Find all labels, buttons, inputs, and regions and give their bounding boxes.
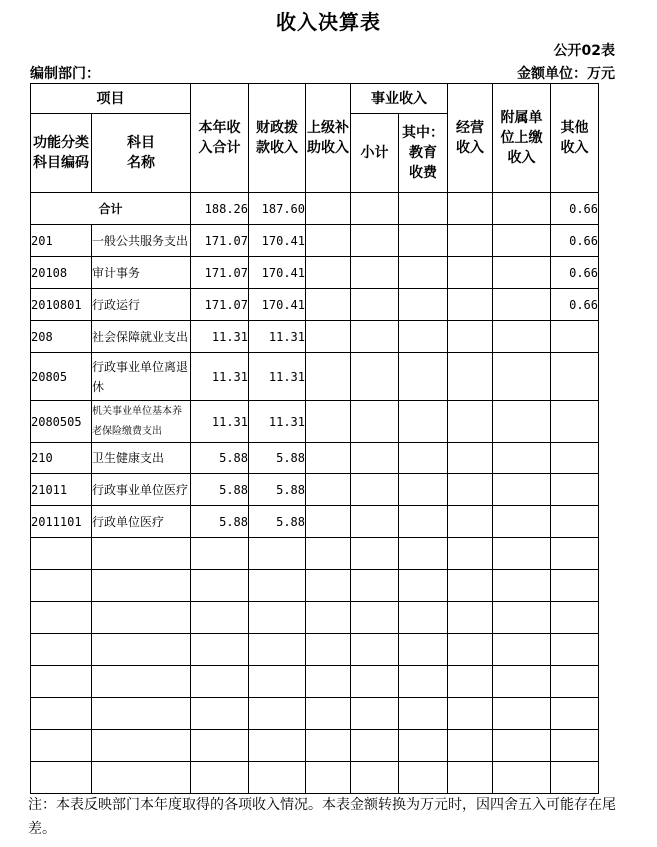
total-income-value: 5.88 [191,474,249,506]
footnote: 注：本表反映部门本年度取得的各项收入情况。本表金额转换为万元时，因四舍五入可能存在尾差。 [28,797,616,837]
total-row [31,193,599,225]
edu-fee-value [399,506,448,538]
total-label: 合计 [31,193,191,225]
subject-name: 行政事业单位离退休 [92,353,191,401]
subtotal-value [351,225,399,257]
edu-fee-value [399,443,448,474]
empty-cell [493,698,551,730]
header-func-code: 功能分类 科目编码 [31,114,92,193]
affiliated-value [493,225,551,257]
fiscal-value: 11.31 [249,353,306,401]
empty-cell [306,762,351,794]
empty-cell [448,634,493,666]
table-row [31,321,599,353]
subject-name: 行政单位医疗 [92,506,191,538]
edu-fee-value [399,289,448,321]
subject-code: 2011101 [31,506,92,538]
empty-row [31,698,599,730]
empty-cell [31,666,92,698]
other-income-value [551,321,599,353]
header-fiscal: 财政拨 款收入 [249,84,306,193]
empty-cell [351,698,399,730]
operating-value [448,289,493,321]
other-income-value [551,443,599,474]
empty-cell [306,698,351,730]
subject-code: 2010801 [31,289,92,321]
other-income-value: 0.66 [551,289,599,321]
edu-fee-value [399,225,448,257]
total-income-value: 11.31 [191,353,249,401]
fiscal-value: 5.88 [249,474,306,506]
empty-cell [351,666,399,698]
empty-row [31,634,599,666]
edu-fee-value [399,474,448,506]
superior-subsidy-value [306,506,351,538]
operating-value [448,321,493,353]
empty-cell [191,762,249,794]
empty-row [31,538,599,570]
subtotal-value [351,193,399,225]
form-number: 公开02表 [553,43,615,59]
table-row [31,474,599,506]
empty-cell [92,634,191,666]
empty-cell [31,634,92,666]
empty-cell [191,602,249,634]
fiscal-value: 5.88 [249,443,306,474]
affiliated-value [493,321,551,353]
table-row [31,506,599,538]
header-total-income: 本年收 入合计 [191,84,249,193]
empty-cell [399,762,448,794]
empty-cell [92,762,191,794]
empty-cell [351,634,399,666]
operating-value [448,506,493,538]
empty-cell [92,730,191,762]
fiscal-value: 5.88 [249,506,306,538]
fiscal-value: 187.60 [249,193,306,225]
empty-cell [306,730,351,762]
superior-subsidy-value [306,193,351,225]
table-row [31,257,599,289]
subject-name: 一般公共服务支出 [92,225,191,257]
empty-row [31,602,599,634]
superior-subsidy-value [306,257,351,289]
header-subject-name: 科目 名称 [92,114,191,193]
total-income-value: 188.26 [191,193,249,225]
empty-cell [399,602,448,634]
table-row [31,401,599,443]
fiscal-value: 11.31 [249,401,306,443]
subtotal-value [351,443,399,474]
empty-cell [31,602,92,634]
empty-cell [551,698,599,730]
empty-cell [399,570,448,602]
empty-cell [351,762,399,794]
affiliated-value [493,353,551,401]
subject-code: 20805 [31,353,92,401]
other-income-value: 0.66 [551,257,599,289]
affiliated-value [493,474,551,506]
header-edu-fee: 其中： 教育 收费 [399,114,448,193]
empty-cell [31,570,92,602]
subject-code: 2080505 [31,401,92,443]
operating-value [448,353,493,401]
empty-cell [493,570,551,602]
subtotal-value [351,321,399,353]
header-superior-subsidy: 上级补 助收入 [306,84,351,193]
empty-cell [306,666,351,698]
total-income-value: 11.31 [191,401,249,443]
total-income-value: 171.07 [191,289,249,321]
empty-cell [92,538,191,570]
other-income-value: 0.66 [551,225,599,257]
empty-cell [31,538,92,570]
empty-cell [448,762,493,794]
empty-cell [249,666,306,698]
total-income-value: 5.88 [191,506,249,538]
fiscal-value: 11.31 [249,321,306,353]
empty-cell [306,602,351,634]
empty-cell [191,666,249,698]
empty-cell [306,570,351,602]
empty-row [31,762,599,794]
empty-cell [399,730,448,762]
edu-fee-value [399,321,448,353]
empty-cell [448,570,493,602]
empty-cell [92,570,191,602]
header-affiliated: 附属单 位上缴 收入 [493,84,551,193]
edu-fee-value [399,257,448,289]
superior-subsidy-value [306,443,351,474]
empty-cell [351,730,399,762]
subject-name: 社会保障就业支出 [92,321,191,353]
operating-value [448,225,493,257]
empty-cell [493,602,551,634]
operating-value [448,257,493,289]
superior-subsidy-value [306,225,351,257]
empty-cell [191,634,249,666]
subject-code: 21011 [31,474,92,506]
empty-cell [448,698,493,730]
subject-code: 210 [31,443,92,474]
empty-cell [249,570,306,602]
affiliated-value [493,443,551,474]
empty-cell [448,730,493,762]
affiliated-value [493,506,551,538]
empty-cell [351,602,399,634]
empty-row [31,570,599,602]
empty-row [31,666,599,698]
empty-cell [493,538,551,570]
header-other: 其他 收入 [551,84,599,193]
empty-cell [249,698,306,730]
subject-code: 208 [31,321,92,353]
empty-cell [551,666,599,698]
subtotal-value [351,506,399,538]
operating-value [448,193,493,225]
subject-name: 卫生健康支出 [92,443,191,474]
empty-cell [191,538,249,570]
superior-subsidy-value [306,289,351,321]
subtotal-value [351,474,399,506]
total-income-value: 171.07 [191,257,249,289]
superior-subsidy-value [306,401,351,443]
operating-value [448,474,493,506]
empty-cell [399,538,448,570]
subtotal-value [351,401,399,443]
page-title: 收入决算表 [276,10,381,34]
empty-cell [249,634,306,666]
empty-cell [249,730,306,762]
other-income-value [551,401,599,443]
empty-cell [399,666,448,698]
empty-cell [448,666,493,698]
superior-subsidy-value [306,321,351,353]
table-row [31,353,599,401]
table-row [31,225,599,257]
header-row-top [31,84,599,114]
other-income-value [551,506,599,538]
empty-cell [399,698,448,730]
empty-cell [351,570,399,602]
total-income-value: 5.88 [191,443,249,474]
header-business-income: 事业收入 [351,84,448,114]
empty-cell [249,538,306,570]
empty-cell [448,602,493,634]
empty-cell [31,698,92,730]
subject-name: 行政运行 [92,289,191,321]
subtotal-value [351,289,399,321]
affiliated-value [493,401,551,443]
subject-name: 机关事业单位基本养老保险缴费支出 [92,401,191,443]
empty-cell [306,634,351,666]
total-income-value: 171.07 [191,225,249,257]
empty-cell [551,538,599,570]
empty-cell [31,762,92,794]
empty-cell [306,538,351,570]
fiscal-value: 170.41 [249,225,306,257]
total-income-value: 11.31 [191,321,249,353]
table-row [31,443,599,474]
empty-cell [249,602,306,634]
edu-fee-value [399,401,448,443]
empty-cell [551,570,599,602]
edu-fee-value [399,353,448,401]
empty-cell [551,634,599,666]
subtotal-value [351,353,399,401]
subject-name: 行政事业单位医疗 [92,474,191,506]
superior-subsidy-value [306,474,351,506]
empty-cell [493,730,551,762]
table-row [31,289,599,321]
subtotal-value [351,257,399,289]
empty-cell [191,698,249,730]
header-item: 项目 [31,84,191,114]
empty-cell [249,762,306,794]
empty-cell [31,730,92,762]
empty-cell [92,666,191,698]
empty-cell [92,698,191,730]
empty-cell [551,730,599,762]
subject-name: 审计事务 [92,257,191,289]
other-income-value [551,474,599,506]
empty-cell [191,570,249,602]
header-subtotal: 小计 [351,114,399,193]
operating-value [448,443,493,474]
subject-code: 20108 [31,257,92,289]
empty-cell [493,666,551,698]
other-income-value [551,353,599,401]
empty-cell [493,762,551,794]
empty-cell [191,730,249,762]
fiscal-value: 170.41 [249,289,306,321]
edu-fee-value [399,193,448,225]
empty-cell [448,538,493,570]
empty-cell [92,602,191,634]
fiscal-value: 170.41 [249,257,306,289]
empty-row [31,730,599,762]
affiliated-value [493,289,551,321]
operating-value [448,401,493,443]
affiliated-value [493,257,551,289]
empty-cell [493,634,551,666]
empty-cell [551,602,599,634]
income-table [30,83,599,794]
header-operating: 经营 收入 [448,84,493,193]
empty-cell [551,762,599,794]
superior-subsidy-value [306,353,351,401]
subject-code: 201 [31,225,92,257]
unit-label: 金额单位：万元 [517,66,615,82]
empty-cell [351,538,399,570]
affiliated-value [493,193,551,225]
other-income-value: 0.66 [551,193,599,225]
department-label: 编制部门： [30,66,100,82]
empty-cell [399,634,448,666]
